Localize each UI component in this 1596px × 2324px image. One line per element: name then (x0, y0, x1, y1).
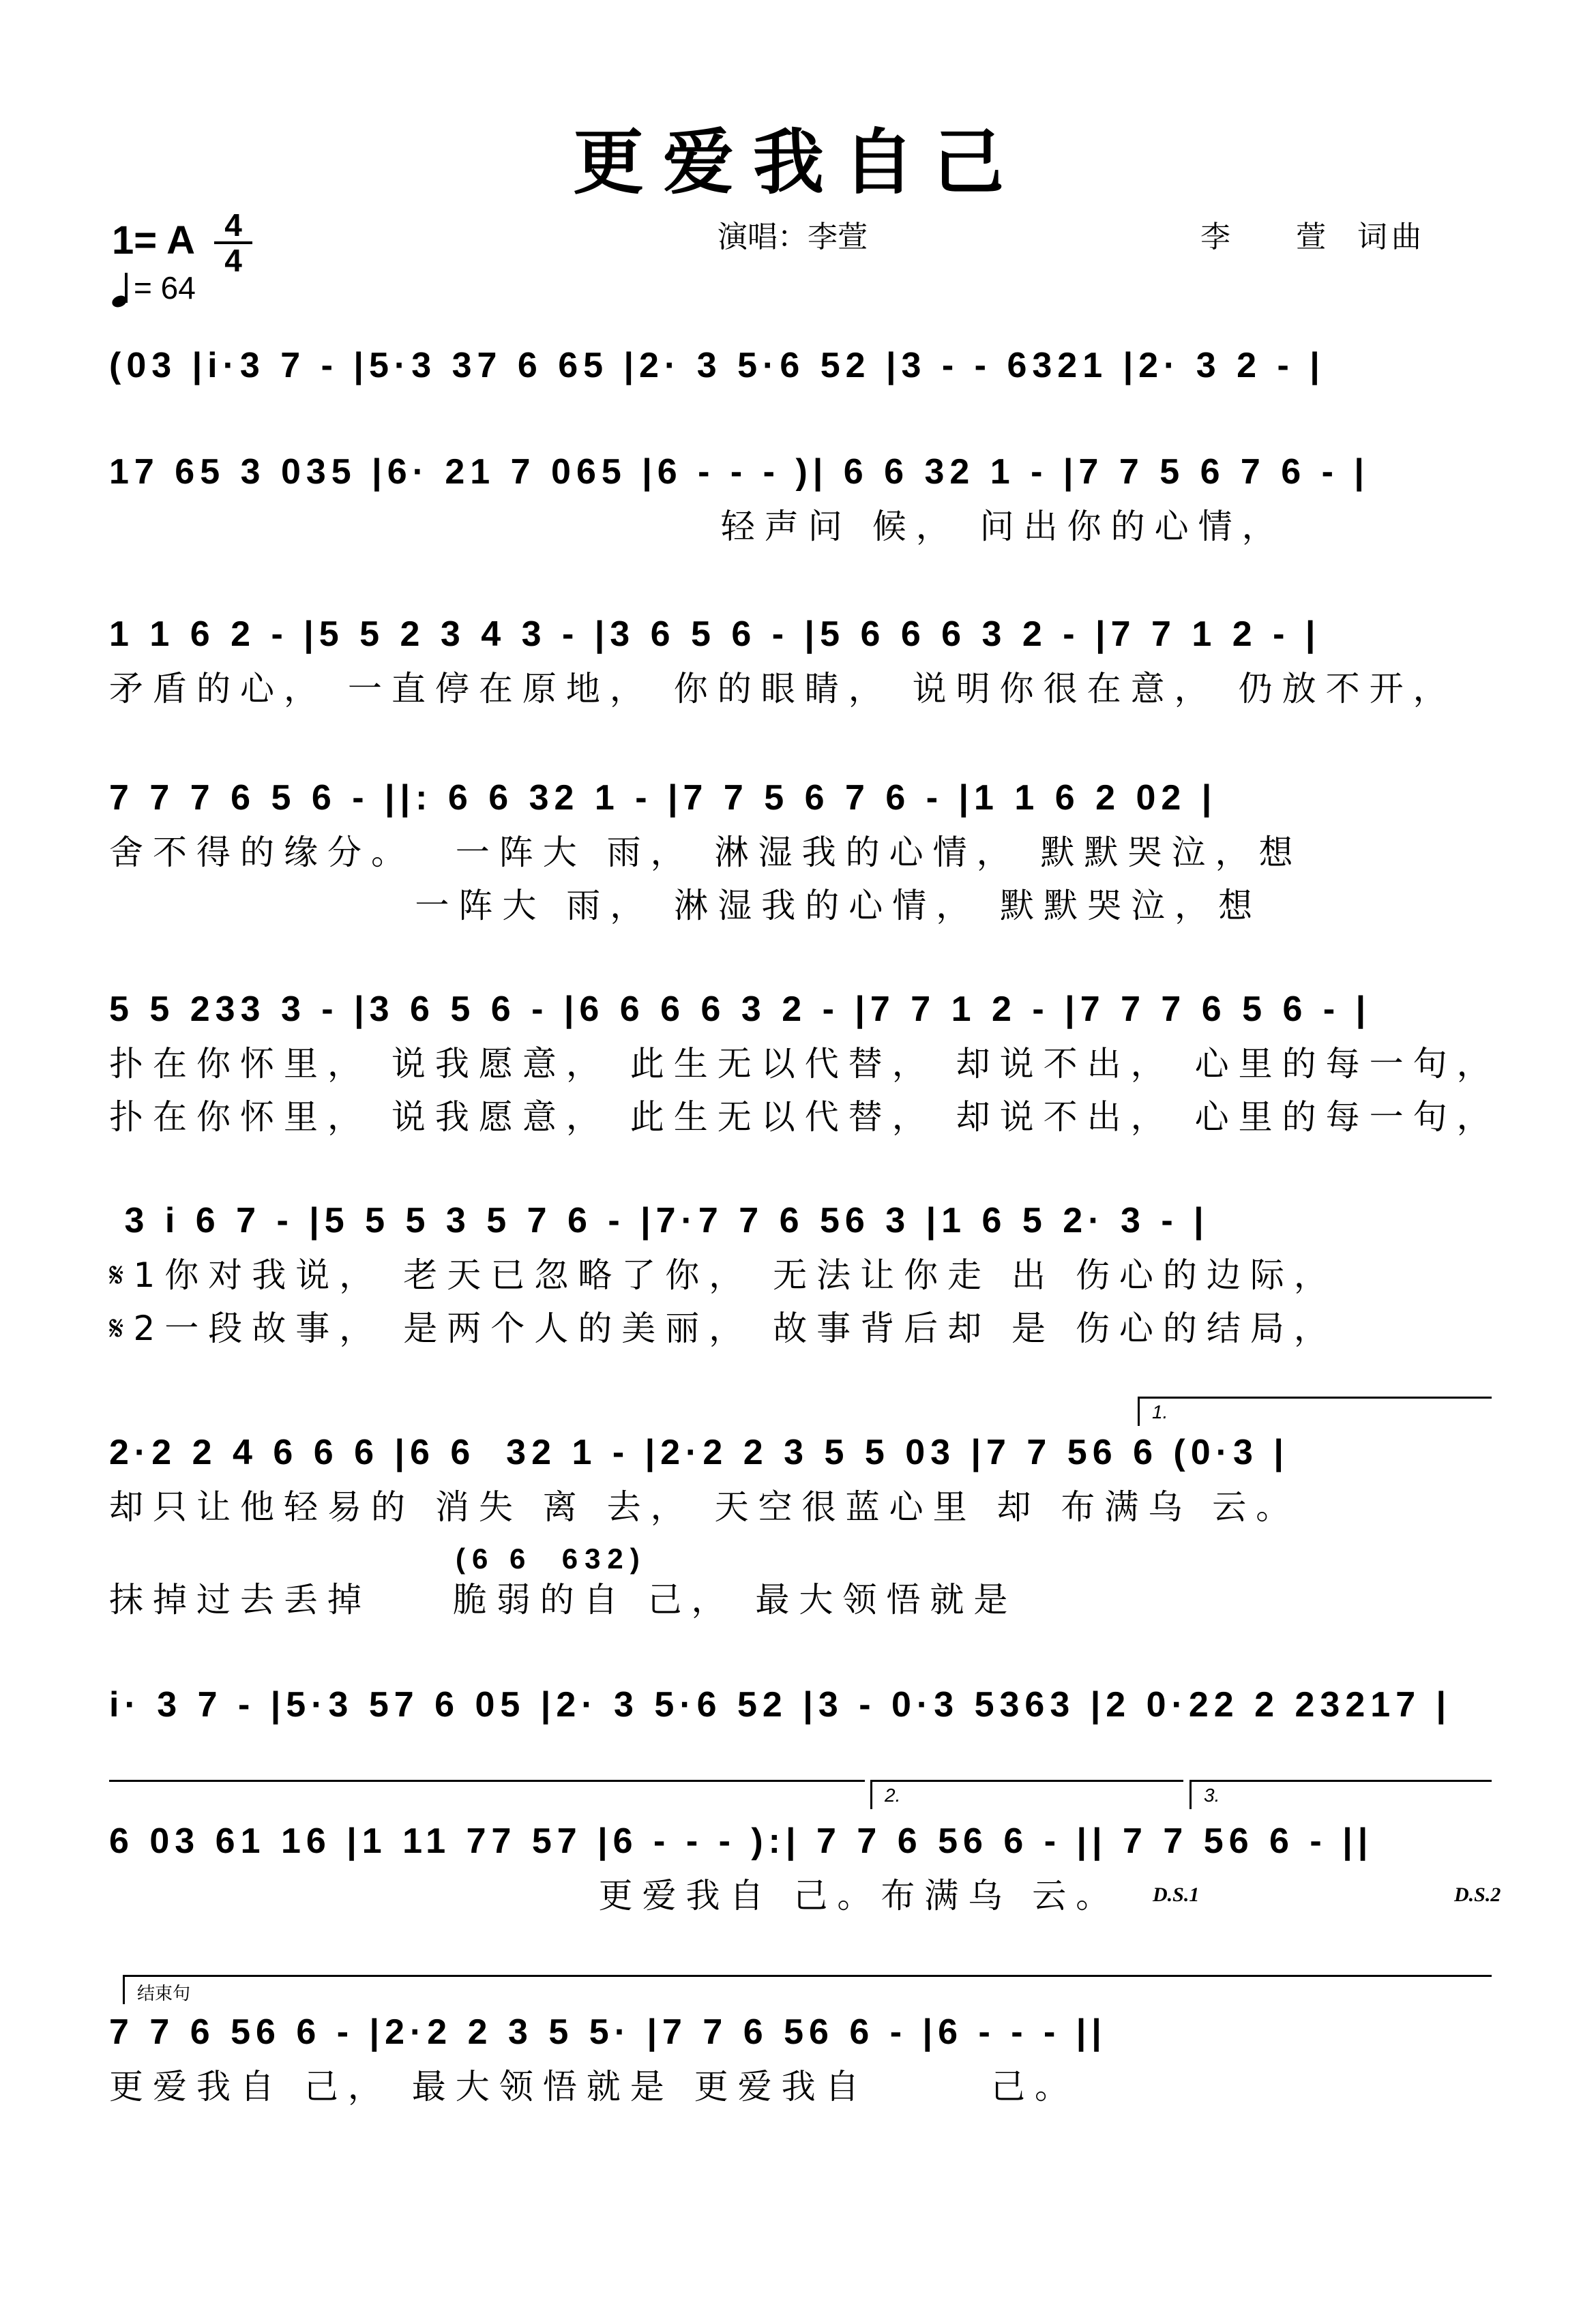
lyric-line-verse-2: 扑在你怀里， 说我愿意， 此生无以代替， 却说不出， 心里的每一句， (109, 1097, 1501, 1137)
singer-credit: 演唱：李萱 (718, 220, 868, 254)
time-signature-bottom: 4 (224, 243, 242, 278)
lyric-line: 更爱我自 己， 最大领悟就是 更爱我自 己。 (109, 2067, 1079, 2106)
key-signature: 1= A (112, 218, 195, 263)
tempo-marking (112, 267, 196, 308)
lyric-line-verse-2: 抹掉过去丢掉 脆弱的自 己， 最大领悟就是 (109, 1580, 1018, 1620)
tempo-value: = 64 (134, 270, 196, 306)
time-signature (214, 207, 252, 278)
staff-system-1 (109, 338, 1490, 413)
notation-line: (03 |i·3 7 - |5·3 37 6 65 |2· 3 5·6 52 |3 - - 6321 |2· 3 2 - | (109, 346, 1325, 385)
time-signature-top: 4 (224, 207, 242, 243)
author-name-2: 萱 (1296, 220, 1330, 254)
lyric-line-verse-2: 𝄋2一段故事， 是两个人的美丽， 故事背后却 是 伤心的结局， (109, 1309, 1338, 1348)
notation-line: 6 03 61 16 |1 11 77 57 |6 - - - ):| 7 7 6 56 6 - || 7 7 56 6 - || (109, 1821, 1374, 1861)
notation-line: 1 1 6 2 - |5 5 2 3 4 3 - |3 6 5 6 - |5 6 6 6 3 2 - |7 7 1 2 - | (109, 614, 1321, 654)
dal-segno-1-marking: D.S.1 (1153, 1883, 1200, 1906)
notation-line: 3 i 6 7 - |5 5 5 3 5 7 6 - |7·7 7 6 56 3 |1 6 5 2· 3 - | (109, 1201, 1209, 1240)
volta-bracket-2: 2. (870, 1780, 1183, 1809)
alternate-notation: (6 6 632) (456, 1543, 647, 1575)
lyric-line: 更爱我自 己。布满乌 云。 (109, 1876, 1120, 1916)
notation-line: 7 7 7 6 5 6 - ||: 6 6 32 1 - |7 7 5 6 7 6 - |1 1 6 2 02 | (109, 778, 1217, 818)
lyric-line-verse-2: 一阵大 雨， 淋湿我的心情， 默默哭泣，想 (109, 886, 1262, 925)
author-role: 词曲 (1357, 220, 1425, 254)
staff-system-8 (109, 1678, 1490, 1753)
lyric-line-verse-1: 舍不得的缘分。 一阵大 雨， 淋湿我的心情， 默默哭泣，想 (109, 833, 1303, 872)
volta-bracket-3: 3. (1189, 1780, 1492, 1809)
lyric-line: 轻声问 候， 问出你的心情， (109, 507, 1286, 546)
notation-line: 17 65 3 035 |6· 21 7 065 |6 - - - )| 6 6 32 1 - |7 7 5 6 7 6 - | (109, 452, 1370, 492)
notation-line: i· 3 7 - |5·3 57 6 05 |2· 3 5·6 52 |3 - 0·3 5363 |2 0·22 2 23217 | (109, 1685, 1452, 1725)
lyric-line-verse-1: 却只让他轻易的 消失 离 去， 天空很蓝心里 却 布满乌 云。 (109, 1487, 1300, 1527)
lyric-line-verse-1: 扑在你怀里， 说我愿意， 此生无以代替， 却说不出， 心里的每一句， (109, 1044, 1501, 1084)
dal-segno-2-marking: D.S.2 (1454, 1883, 1501, 1906)
notation-line: 7 7 6 56 6 - |2·2 2 3 5 5· |7 7 6 56 6 - |6 - - - || (109, 2012, 1107, 2052)
lyric-line-verse-1: 𝄋1你对我说， 老天已忽略了你， 无法让你走 出 伤心的边际， (109, 1255, 1338, 1295)
notation-line: 2·2 2 4 6 6 6 |6 6 32 1 - |2·2 2 3 5 5 03 |7 7 56 6 (0·3 | (109, 1433, 1289, 1472)
page-title: 更爱我自己 (572, 121, 1023, 204)
volta-bracket-1: 1. (1138, 1397, 1492, 1426)
author-credit (1200, 217, 1425, 258)
author-name-1: 李 (1200, 220, 1235, 254)
coda-bracket: 结束句 (123, 1975, 1492, 2004)
repeat-span-line (109, 1780, 865, 1796)
quarter-note-icon (112, 271, 131, 308)
lyric-line: 矛盾的心， 一直停在原地， 你的眼睛， 说明你很在意， 仍放不开， (109, 669, 1457, 709)
notation-line: 5 5 233 3 - |3 6 5 6 - |6 6 6 6 3 2 - |7 7 1 2 - |7 7 7 6 5 6 - | (109, 989, 1372, 1029)
